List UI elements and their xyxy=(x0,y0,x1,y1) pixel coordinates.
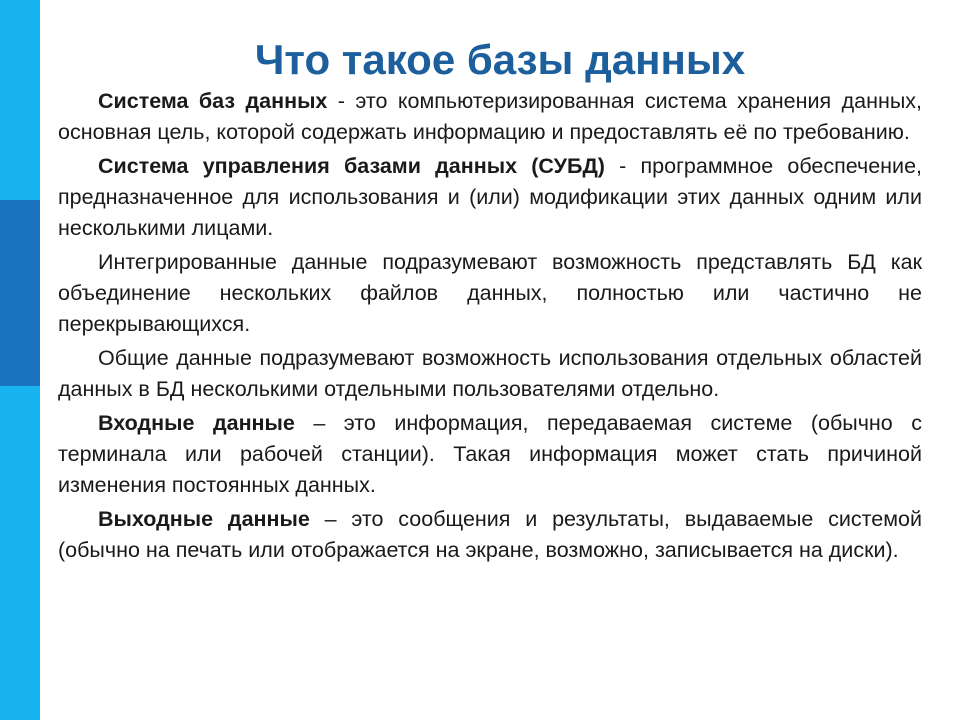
paragraph-output-data xyxy=(58,504,922,566)
paragraph-dbms xyxy=(58,151,922,244)
definition-integrated-data: Интегрированные данные подразумевают возможность представлять БД как объединение нескольких файлов данных, полностью или частично не перекрывающихся. xyxy=(58,250,922,336)
slide-body xyxy=(58,86,922,569)
definition-db-system: - это компьютеризированная система хранения данных, основная цель, которой содержать информацию и предоставлять её по требованию. xyxy=(58,89,923,144)
term-dbms: Система управления базами данных (СУБД) xyxy=(98,154,605,178)
term-db-system: Система баз данных xyxy=(98,89,328,113)
term-output-data: Выходные данные xyxy=(98,507,310,531)
slide-title: Что такое базы данных xyxy=(254,36,746,83)
term-input-data: Входные данные xyxy=(98,411,295,435)
definition-dbms: - программное обеспечение, предназначенное для использования и (или) модификации этих данных одним или несколькими лицами. xyxy=(58,154,922,240)
paragraph-input-data xyxy=(58,408,922,501)
paragraph-shared-data xyxy=(58,343,922,405)
definition-output-data: – это сообщения и результаты, выдаваемые системой (обычно на печать или отображается на экране, возможно, записывается на диски). xyxy=(58,507,922,562)
paragraph-db-system xyxy=(58,86,922,148)
definition-shared-data: Общие данные подразумевают возможность использования отдельных областей данных в БД несколькими отдельными пользователями отдельно. xyxy=(58,346,922,401)
sidebar-accent-block xyxy=(0,200,40,386)
definition-input-data: – это информация, передаваемая системе (обычно с терминала или рабочей станции). Такая информация может стать причиной изменения постоянных данных. xyxy=(58,411,922,497)
paragraph-integrated-data xyxy=(58,247,922,340)
